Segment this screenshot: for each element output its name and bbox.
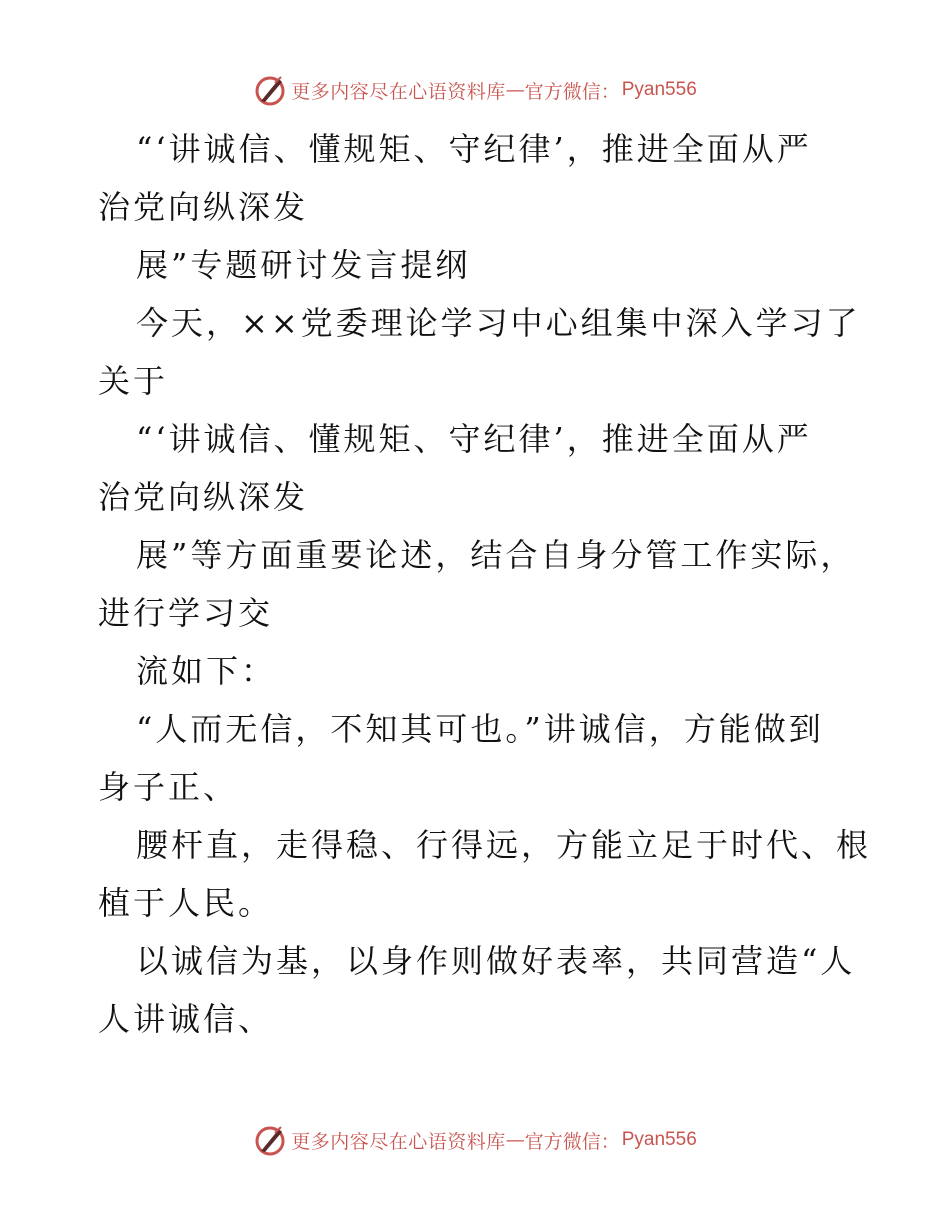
header-banner: [0, 70, 950, 110]
body-line: 治党向纵深发: [98, 478, 309, 516]
body-line: 治党向纵深发: [98, 188, 309, 226]
body-line: 进行学习交: [98, 594, 274, 632]
body-line: “‘讲诚信、懂规矩、守纪律’，推进全面从严: [136, 420, 812, 458]
body-line: 以诚信为基，以身作则做好表率，共同营造“人: [136, 942, 856, 980]
header-banner-dash: —: [505, 79, 525, 101]
body-line: 展”等方面重要论述，结合自身分管工作实际，: [136, 536, 856, 574]
document-body: [98, 120, 872, 1048]
body-line: 腰杆直，走得稳、行得远，方能立足于时代、根: [136, 826, 872, 864]
footer-banner-wechat: 官方微信：: [524, 1130, 620, 1153]
body-line: “人而无信，不知其可也。”讲诚信，方能做到: [136, 710, 824, 748]
body-line: 身子正、: [98, 768, 239, 806]
body-line: 今天，××党委理论学习中心组集中深入学习了: [136, 304, 861, 342]
body-line: 人讲诚信、: [98, 1000, 274, 1038]
header-banner-id: Pyan556: [621, 79, 697, 100]
body-line: “‘讲诚信、懂规矩、守纪律’，推进全面从严: [136, 130, 812, 168]
footer-banner: [0, 1120, 950, 1160]
footer-banner-text: 更多内容尽在心语资料库: [291, 1130, 506, 1153]
body-line: 关于: [98, 362, 169, 400]
footer-banner-dash: —: [505, 1129, 525, 1151]
body-line: 流如下：: [136, 652, 277, 690]
body-line: 植于人民。: [98, 884, 274, 922]
header-banner-wechat: 官方微信：: [524, 80, 620, 103]
footer-banner-id: Pyan556: [621, 1129, 697, 1150]
header-banner-text: 更多内容尽在心语资料库: [291, 80, 506, 103]
feather-quill-icon: [253, 1123, 287, 1157]
body-line: 展”专题研讨发言提纲: [136, 246, 471, 284]
feather-quill-icon: [253, 73, 287, 107]
